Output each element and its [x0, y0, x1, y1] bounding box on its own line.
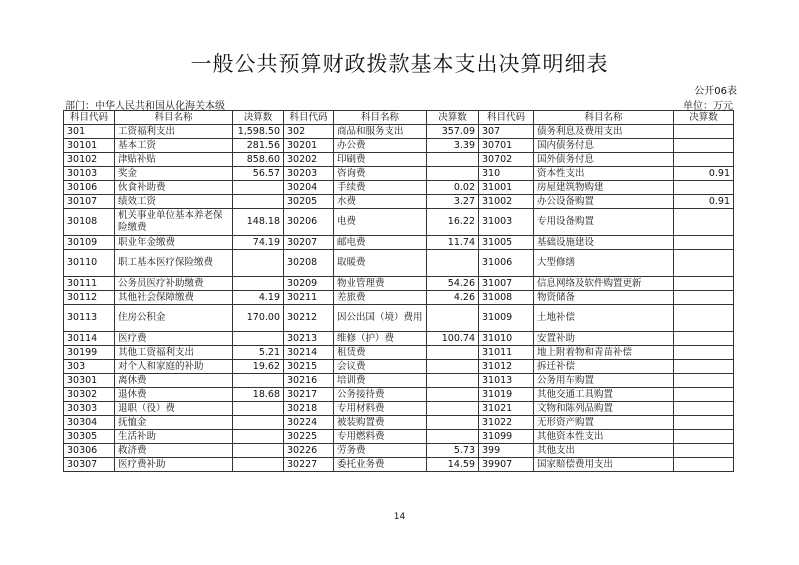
table-row [64, 236, 734, 250]
subject-code-cell: 30108 [64, 209, 115, 236]
subject-name-cell: 大型修缮 [534, 250, 674, 277]
subject-code-cell: 30109 [64, 236, 115, 250]
amount-cell [674, 430, 734, 444]
subject-name-cell: 专用材料费 [334, 402, 427, 416]
amount-cell [674, 305, 734, 332]
subject-code-cell: 30306 [64, 444, 115, 458]
amount-cell: 74.19 [233, 236, 284, 250]
subject-code-cell: 30224 [284, 416, 334, 430]
subject-name-cell: 办公费 [334, 139, 427, 153]
amount-cell [674, 139, 734, 153]
subject-code-cell: 31008 [479, 291, 534, 305]
subject-name-cell: 物资储备 [534, 291, 674, 305]
subject-code-cell: 31003 [479, 209, 534, 236]
subject-name-cell: 奖金 [115, 167, 233, 181]
amount-cell [427, 360, 479, 374]
amount-cell [233, 430, 284, 444]
amount-cell [233, 402, 284, 416]
amount-cell [427, 388, 479, 402]
amount-cell: 14.59 [427, 458, 479, 472]
amount-cell [233, 332, 284, 346]
subject-name-cell: 劳务费 [334, 444, 427, 458]
amount-cell [233, 195, 284, 209]
subject-name-cell: 医疗费补助 [115, 458, 233, 472]
subject-code-cell: 30114 [64, 332, 115, 346]
subject-code-cell: 310 [479, 167, 534, 181]
amount-cell: 0.91 [674, 167, 734, 181]
table-row [64, 181, 734, 195]
subject-code-cell: 30199 [64, 346, 115, 360]
column-header: 科目名称 [115, 111, 233, 125]
amount-cell [427, 346, 479, 360]
page-title: 一般公共预算财政拨款基本支出决算明细表 [190, 52, 609, 76]
subject-code-cell: 30217 [284, 388, 334, 402]
table-row [64, 430, 734, 444]
subject-code-cell: 30202 [284, 153, 334, 167]
subject-code-cell: 31006 [479, 250, 534, 277]
subject-code-cell: 31002 [479, 195, 534, 209]
subject-code-cell: 31005 [479, 236, 534, 250]
subject-name-cell: 专用燃料费 [334, 430, 427, 444]
subject-code-cell: 31019 [479, 388, 534, 402]
column-header: 科目代码 [64, 111, 115, 125]
amount-cell [233, 181, 284, 195]
table-row [64, 153, 734, 167]
subject-name-cell: 国内债务付息 [534, 139, 674, 153]
subject-name-cell: 其他资本性支出 [534, 430, 674, 444]
subject-code-cell: 30101 [64, 139, 115, 153]
amount-cell: 3.27 [427, 195, 479, 209]
subject-name-cell: 公务用车购置 [534, 374, 674, 388]
amount-cell [674, 236, 734, 250]
amount-cell [674, 458, 734, 472]
subject-code-cell: 30215 [284, 360, 334, 374]
column-header: 决算数 [427, 111, 479, 125]
table-row [64, 346, 734, 360]
subject-code-cell: 30103 [64, 167, 115, 181]
subject-name-cell: 住房公积金 [115, 305, 233, 332]
subject-name-cell: 印刷费 [334, 153, 427, 167]
subject-name-cell: 商品和服务支出 [334, 125, 427, 139]
amount-cell [427, 250, 479, 277]
subject-code-cell: 30212 [284, 305, 334, 332]
subject-name-cell: 专用设备购置 [534, 209, 674, 236]
subject-code-cell: 30218 [284, 402, 334, 416]
amount-cell: 56.57 [233, 167, 284, 181]
subject-code-cell: 31021 [479, 402, 534, 416]
amount-cell [233, 277, 284, 291]
subject-code-cell: 302 [284, 125, 334, 139]
subject-code-cell: 30304 [64, 416, 115, 430]
subject-code-cell: 30110 [64, 250, 115, 277]
subject-name-cell: 取暖费 [334, 250, 427, 277]
amount-cell [674, 291, 734, 305]
expenditure-table [63, 110, 734, 472]
subject-name-cell: 国外债务付息 [534, 153, 674, 167]
amount-cell [233, 250, 284, 277]
subject-name-cell: 被装购置费 [334, 416, 427, 430]
subject-code-cell: 30206 [284, 209, 334, 236]
subject-code-cell: 30203 [284, 167, 334, 181]
subject-name-cell: 公务接待费 [334, 388, 427, 402]
amount-cell [674, 360, 734, 374]
subject-name-cell: 债务利息及费用支出 [534, 125, 674, 139]
amount-cell [427, 402, 479, 416]
subject-code-cell: 30205 [284, 195, 334, 209]
amount-cell: 148.18 [233, 209, 284, 236]
amount-cell [427, 430, 479, 444]
amount-cell [674, 416, 734, 430]
table-row [64, 458, 734, 472]
subject-code-cell: 30111 [64, 277, 115, 291]
amount-cell: 5.73 [427, 444, 479, 458]
amount-cell: 100.74 [427, 332, 479, 346]
subject-code-cell: 30302 [64, 388, 115, 402]
amount-cell [427, 153, 479, 167]
column-header: 科目代码 [479, 111, 534, 125]
subject-code-cell: 30209 [284, 277, 334, 291]
subject-name-cell: 电费 [334, 209, 427, 236]
subject-name-cell: 差旅费 [334, 291, 427, 305]
subject-code-cell: 307 [479, 125, 534, 139]
subject-code-cell: 31010 [479, 332, 534, 346]
subject-name-cell: 房屋建筑物购建 [534, 181, 674, 195]
amount-cell: 1,598.50 [233, 125, 284, 139]
subject-name-cell: 基础设施建设 [534, 236, 674, 250]
subject-code-cell: 30208 [284, 250, 334, 277]
subject-code-cell: 30216 [284, 374, 334, 388]
subject-name-cell: 因公出国（境）费用 [334, 305, 427, 332]
subject-name-cell: 租赁费 [334, 346, 427, 360]
column-header: 科目名称 [534, 111, 674, 125]
amount-cell: 4.26 [427, 291, 479, 305]
column-header: 科目代码 [284, 111, 334, 125]
subject-code-cell: 31001 [479, 181, 534, 195]
amount-cell: 54.26 [427, 277, 479, 291]
subject-name-cell: 安置补助 [534, 332, 674, 346]
table-row [64, 388, 734, 402]
subject-name-cell: 公务员医疗补助缴费 [115, 277, 233, 291]
subject-code-cell: 30227 [284, 458, 334, 472]
subject-name-cell: 基本工资 [115, 139, 233, 153]
amount-cell: 0.91 [674, 195, 734, 209]
subject-code-cell: 30211 [284, 291, 334, 305]
table-row [64, 360, 734, 374]
amount-cell: 19.62 [233, 360, 284, 374]
amount-cell: 357.09 [427, 125, 479, 139]
table-row [64, 291, 734, 305]
amount-cell [427, 167, 479, 181]
table-row [64, 305, 734, 332]
amount-cell: 4.19 [233, 291, 284, 305]
subject-name-cell: 维修（护）费 [334, 332, 427, 346]
amount-cell [674, 388, 734, 402]
subject-code-cell: 399 [479, 444, 534, 458]
table-row [64, 416, 734, 430]
department-label: 部门：中华人民共和国从化海关本级 [65, 101, 225, 112]
subject-code-cell: 30307 [64, 458, 115, 472]
table-row [64, 209, 734, 236]
subject-code-cell: 30305 [64, 430, 115, 444]
column-header: 决算数 [233, 111, 284, 125]
subject-name-cell: 对个人和家庭的补助 [115, 360, 233, 374]
amount-cell: 16.22 [427, 209, 479, 236]
subject-code-cell: 301 [64, 125, 115, 139]
subject-code-cell: 31009 [479, 305, 534, 332]
amount-cell: 3.39 [427, 139, 479, 153]
amount-cell [674, 346, 734, 360]
table-row [64, 195, 734, 209]
subject-code-cell: 31013 [479, 374, 534, 388]
page-number: 14 [393, 512, 406, 522]
subject-name-cell: 退职（役）费 [115, 402, 233, 416]
table-row [64, 277, 734, 291]
subject-name-cell: 办公设备购置 [534, 195, 674, 209]
subject-name-cell: 咨询费 [334, 167, 427, 181]
header-row [64, 111, 734, 125]
subject-name-cell: 邮电费 [334, 236, 427, 250]
amount-cell: 170.00 [233, 305, 284, 332]
subject-name-cell: 离休费 [115, 374, 233, 388]
amount-cell [674, 277, 734, 291]
subject-name-cell: 地上附着物和青苗补偿 [534, 346, 674, 360]
subject-name-cell: 其他社会保障缴费 [115, 291, 233, 305]
amount-cell [674, 125, 734, 139]
table-row [64, 139, 734, 153]
subject-name-cell: 拆迁补偿 [534, 360, 674, 374]
subject-name-cell: 文物和陈列品购置 [534, 402, 674, 416]
subject-code-cell: 303 [64, 360, 115, 374]
amount-cell: 858.60 [233, 153, 284, 167]
amount-cell [427, 374, 479, 388]
amount-cell [233, 458, 284, 472]
amount-cell [427, 305, 479, 332]
subject-name-cell: 资本性支出 [534, 167, 674, 181]
subject-name-cell: 其他交通工具购置 [534, 388, 674, 402]
table-row [64, 402, 734, 416]
subject-code-cell: 31099 [479, 430, 534, 444]
subject-name-cell: 会议费 [334, 360, 427, 374]
amount-cell [674, 181, 734, 195]
subject-code-cell: 30213 [284, 332, 334, 346]
amount-cell [674, 332, 734, 346]
subject-name-cell: 国家赔偿费用支出 [534, 458, 674, 472]
subject-name-cell: 生活补助 [115, 430, 233, 444]
subject-code-cell: 30701 [479, 139, 534, 153]
subject-code-cell: 30204 [284, 181, 334, 195]
subject-name-cell: 手续费 [334, 181, 427, 195]
subject-name-cell: 培训费 [334, 374, 427, 388]
subject-code-cell: 31022 [479, 416, 534, 430]
amount-cell [233, 416, 284, 430]
subject-name-cell: 委托业务费 [334, 458, 427, 472]
amount-cell [674, 402, 734, 416]
subject-name-cell: 伙食补助费 [115, 181, 233, 195]
subject-name-cell: 其他支出 [534, 444, 674, 458]
subject-code-cell: 30207 [284, 236, 334, 250]
subject-code-cell: 31012 [479, 360, 534, 374]
subject-name-cell: 信息网络及软件购置更新 [534, 277, 674, 291]
amount-cell: 11.74 [427, 236, 479, 250]
subject-code-cell: 30107 [64, 195, 115, 209]
subject-code-cell: 30214 [284, 346, 334, 360]
subject-name-cell: 津贴补贴 [115, 153, 233, 167]
amount-cell: 18.68 [233, 388, 284, 402]
subject-code-cell: 31011 [479, 346, 534, 360]
subject-name-cell: 机关事业单位基本养老保险缴费 [115, 209, 233, 236]
subject-name-cell: 职工基本医疗保险缴费 [115, 250, 233, 277]
column-header: 科目名称 [334, 111, 427, 125]
subject-code-cell: 30303 [64, 402, 115, 416]
subject-code-cell: 30702 [479, 153, 534, 167]
amount-cell [233, 374, 284, 388]
subject-name-cell: 土地补偿 [534, 305, 674, 332]
table-row [64, 167, 734, 181]
subject-name-cell: 职业年金缴费 [115, 236, 233, 250]
subject-name-cell: 抚恤金 [115, 416, 233, 430]
subject-name-cell: 工资福利支出 [115, 125, 233, 139]
table-row [64, 444, 734, 458]
amount-cell: 5.21 [233, 346, 284, 360]
amount-cell [674, 153, 734, 167]
table-row [64, 332, 734, 346]
subject-name-cell: 退休费 [115, 388, 233, 402]
subject-code-cell: 30106 [64, 181, 115, 195]
column-header: 决算数 [674, 111, 734, 125]
subject-name-cell: 其他工资福利支出 [115, 346, 233, 360]
amount-cell [674, 209, 734, 236]
subject-code-cell: 31007 [479, 277, 534, 291]
subject-name-cell: 绩效工资 [115, 195, 233, 209]
table-code: 公开06表 [694, 86, 737, 97]
table-row [64, 250, 734, 277]
unit-label: 单位：万元 [683, 101, 733, 112]
amount-cell [674, 250, 734, 277]
subject-code-cell: 30301 [64, 374, 115, 388]
subject-code-cell: 30113 [64, 305, 115, 332]
amount-cell: 281.56 [233, 139, 284, 153]
amount-cell [233, 444, 284, 458]
amount-cell [427, 416, 479, 430]
subject-name-cell: 救济费 [115, 444, 233, 458]
amount-cell [674, 444, 734, 458]
subject-code-cell: 30226 [284, 444, 334, 458]
subject-name-cell: 医疗费 [115, 332, 233, 346]
subject-code-cell: 30225 [284, 430, 334, 444]
subject-name-cell: 无形资产购置 [534, 416, 674, 430]
subject-name-cell: 水费 [334, 195, 427, 209]
amount-cell [674, 374, 734, 388]
subject-name-cell: 物业管理费 [334, 277, 427, 291]
subject-code-cell: 39907 [479, 458, 534, 472]
subject-code-cell: 30201 [284, 139, 334, 153]
table-row [64, 374, 734, 388]
amount-cell: 0.02 [427, 181, 479, 195]
table-row [64, 125, 734, 139]
subject-code-cell: 30112 [64, 291, 115, 305]
subject-code-cell: 30102 [64, 153, 115, 167]
